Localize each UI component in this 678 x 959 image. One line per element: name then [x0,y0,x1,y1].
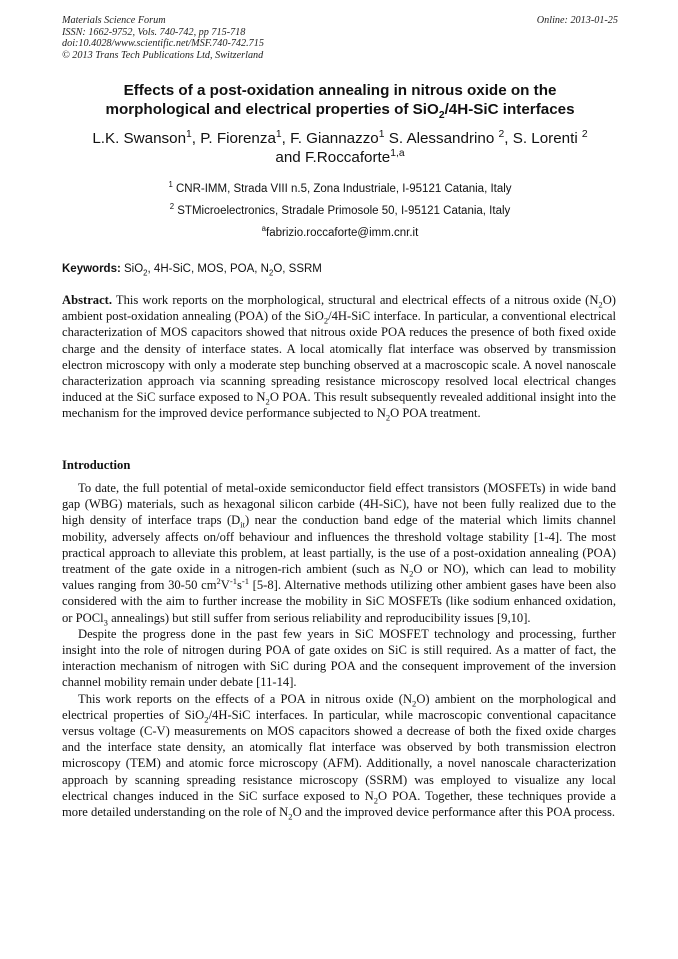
intro-paragraph-2: Despite the progress done in the past few years in SiC MOSFET technology and processing, further insight into the role of nitrogen during POA of gate oxides on SiC is still required. As a matter of fact, the interaction mechanism of nitrogen with SiC during POA and the consequent improvement of the inversion channel mobility remain under debate [11-14]. [62,626,616,690]
subscript: 2 [204,714,209,725]
affiliation-2 [62,204,618,218]
body-text: V [220,578,230,593]
abstract [62,292,616,422]
keywords-text: , 4H-SiC, MOS, POA, N [147,263,269,275]
body-text: O or NO), which can lead to mobility values ranging from 30-50 cm [62,562,616,593]
author-affil: 1,a [390,147,405,159]
subscript: 2 [265,396,270,407]
affiliation-marker: 1 [168,180,173,190]
body-text: This work reports on the effects of a POA in nitrous oxide (N [78,691,413,706]
subscript: it [240,519,245,530]
title-text: /4H-SiC interfaces [444,101,575,118]
author: L.K. Swanson [92,130,187,147]
author: , P. Fiorenza [191,130,276,147]
subscript: 2 [385,412,391,423]
affiliation-email [62,226,618,240]
author-affil: 2 [498,128,505,140]
intro-paragraph-3 [62,691,616,821]
author: , F. Giannazzo [281,130,379,147]
affiliation-1 [62,182,618,196]
title-subscript: 2 [438,110,445,122]
author-list [62,130,618,167]
subscript: 2 [598,299,603,310]
journal-name: Materials Science Forum [62,15,166,26]
journal-header [62,15,618,61]
author-affil: 1 [378,128,385,140]
affiliation-marker: a [261,224,267,234]
author: , S. Lorenti [504,130,582,147]
body-text: O POA. Together, these techniques provide a more detailed understanding on the role of N [62,788,616,820]
body-text: annealings) but still suffer from serious reliability and reproducibility issues [9,10]. [107,610,531,625]
online-date: Online: 2013-01-25 [536,15,618,26]
title-text: morphological and electrical properties of SiO [105,101,439,118]
subscript: 2 [268,268,274,278]
abstract-text: O POA treatment. [390,406,481,421]
issn-line: ISSN: 1662-9752, Vols. 740-742, pp 715-718 [62,26,246,38]
email-address[interactable]: fabrizio.roccaforte@imm.cnr.it [266,227,419,239]
keywords-text: SiO [120,263,144,275]
subscript: 2 [412,698,417,709]
subscript: 2 [373,795,379,806]
author: S. Alessandrino [384,130,499,147]
subscript: 3 [103,617,108,628]
body-text: ) near the conduction band edge of the material which limits channel mobility, adversely affects on/off behaviour and influences the threshold voltage stability [1-4]. The most practical approach to alleviate this problem, at least partially, is the use of a post-oxidation annealing (POA) treatment of the gate oxide in a nitrogen-rich ambient (such as N [62,513,617,577]
body-text: To date, the full potential of metal-oxide semiconductor field effect transistors (MOSFETs) in wide band gap (WBG) materials, such as hexagonal silicon carbide (4H-SiC), have not been fully realized due to the high density of interface traps (D [62,481,616,528]
subscript: 2 [143,268,148,278]
abstract-text: /4H-SiC interface. In particular, a conventional electrical characterization of MOS capacitors showed that nitrous oxide POA reduces the presence of both fixed oxide charge and the density of interface states. A local atomically flat interface was observed by transmission electron microscopy with only a moderate step bunching observed at a macroscopic scale. A novel nanoscale characterization approach via scanning spreading resistance microscopy resolved local electrical changes induced at the SiC surface exposed to N [62,309,616,405]
author-affil: 2 [581,128,588,140]
abstract-text: O POA. This result subsequently revealed additional insight into the mechanism for the improved device performance subjected to N [62,390,617,421]
section-heading-introduction: Introduction [62,458,131,472]
affiliation-text: STMicroelectronics, Stradale Primosole 50, I-95121 Catania, Italy [174,205,511,217]
keywords-text: O, SSRM [273,263,322,275]
abstract-text: O) ambient post-oxidation annealing (POA) of the SiO [62,293,616,324]
title-line-2 [62,100,618,122]
keywords-label: Keywords: [62,263,121,275]
paper-title [62,81,618,122]
body-text: /4H-SiC interfaces. In particular, while macroscopic conventional capacitance versus voltage (C-V) measurements on MOS capacitors showed a decrease of both the fixed oxide charges and the interface state density, an atomically flat interface was observed by both transmission electron microscopy (TEM) and atomic force microscopy (AFM). Additionally, a novel nanoscale characterization approach by scanning spreading resistance microscopy (SSRM) was employed to visualize any local electrical changes induced in the SiC surface exposed to N [62,707,617,803]
superscript: -1 [241,576,250,587]
body-text: O and the improved device performance after this POA process. [292,805,615,820]
superscript: -1 [229,576,237,587]
author: and F.Roccaforte [275,148,391,166]
abstract-label: Abstract. [62,293,113,307]
subscript: 2 [288,811,293,822]
author-affil: 1 [275,128,282,140]
title-line-1: Effects of a post-oxidation annealing in nitrous oxide on the [123,82,557,99]
author-affil: 1 [186,128,192,140]
abstract-text: This work reports on the morphological, structural and electrical effects of a nitrous oxide (N [112,293,599,307]
copyright-line: © 2013 Trans Tech Publications Ltd, Switzerland [62,49,264,61]
doi-line[interactable]: doi:10.4028/www.scientific.net/MSF.740-742.715 [62,38,264,50]
introduction-body [62,480,616,820]
affiliation-text: CNR-IMM, Strada VIII n.5, Zona Industriale, I-95121 Catania, Italy [172,183,512,195]
body-text: O) ambient on the morphological and electrical properties of SiO [62,691,616,722]
body-text: [5-8]. Alternative methods utilizing other ambient gases have been also considered with the aim to further increase the mobility in SiC MOSFETs (like sodium enhanced oxidation, or POCl [62,578,616,625]
superscript: 2 [216,576,221,587]
subscript: 2 [409,568,414,579]
affiliation-marker: 2 [169,202,175,212]
subscript: 2 [323,315,329,326]
intro-paragraph-1 [62,480,616,626]
abstract-paragraph [62,292,616,422]
keywords-line [62,262,618,276]
body-text: s [237,578,242,593]
